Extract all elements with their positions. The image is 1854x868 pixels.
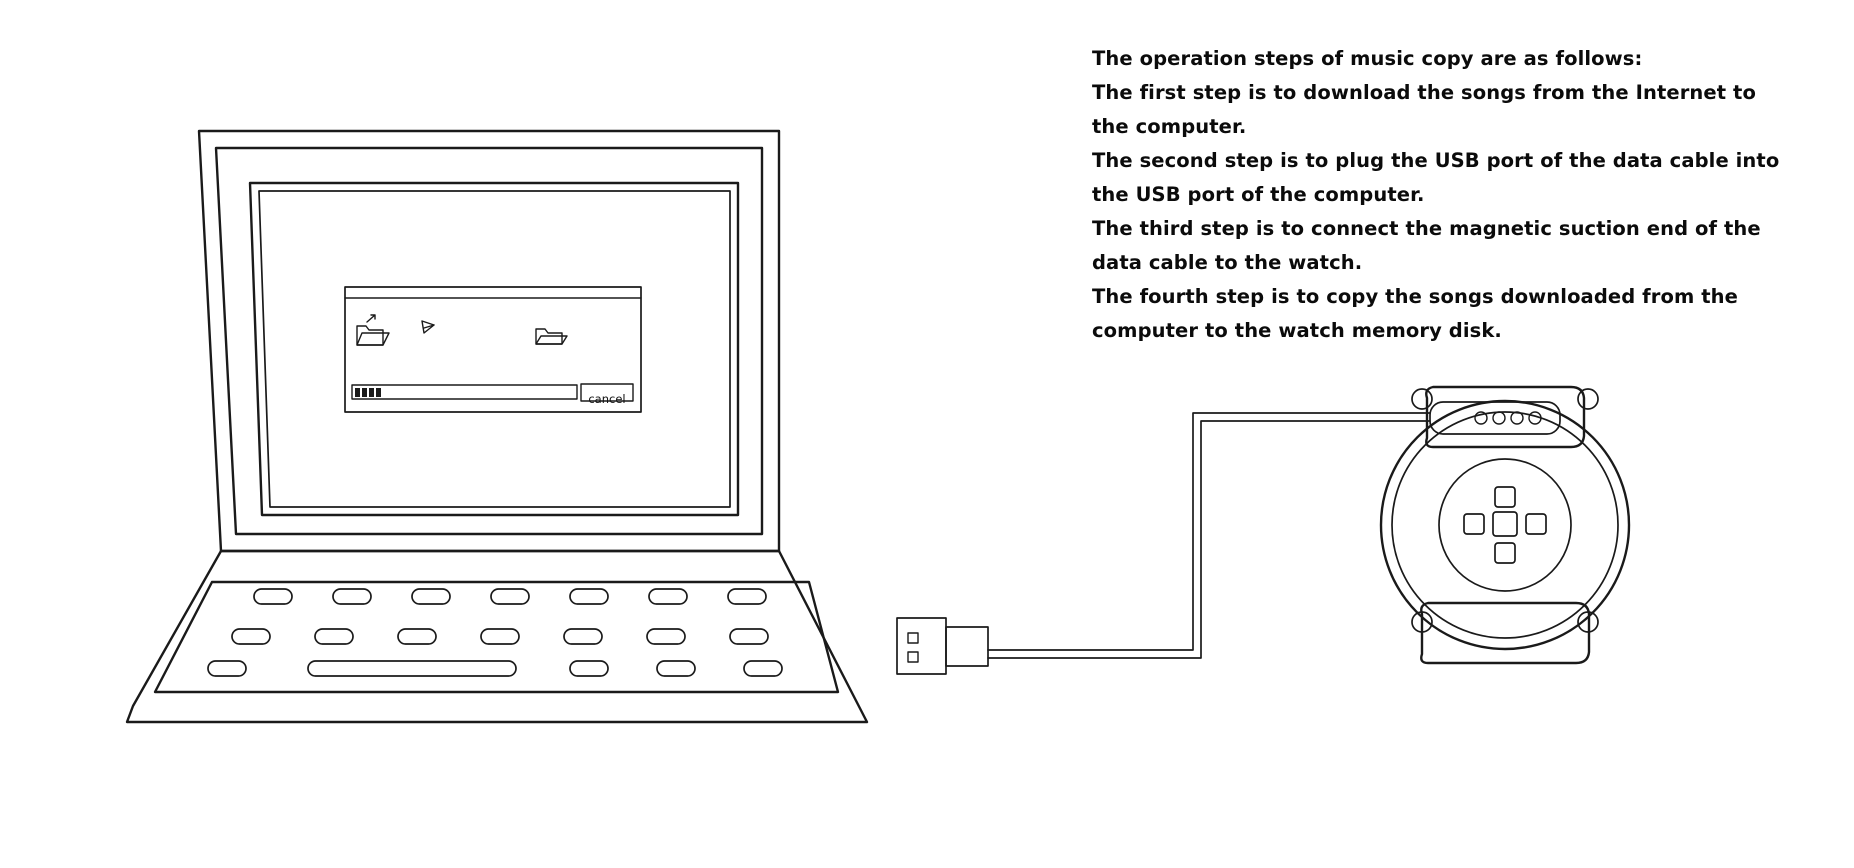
- sensor-pad-bottom: [1495, 543, 1515, 563]
- lug-screw: [1412, 389, 1432, 409]
- lug-screw: [1578, 389, 1598, 409]
- sensor-pad-center: [1493, 512, 1517, 536]
- keyboard-key[interactable]: [315, 629, 353, 644]
- keyboard-key[interactable]: [398, 629, 436, 644]
- watch-sensor-dome: [1439, 459, 1571, 591]
- keyboard-key[interactable]: [730, 629, 768, 644]
- progress-bar-fill: [355, 388, 381, 397]
- keyboard-key[interactable]: [657, 661, 695, 676]
- keyboard-key[interactable]: [208, 661, 246, 676]
- file-transfer-folder-icon: [357, 315, 389, 345]
- instruction-line-2: The first step is to download the songs from the Internet to the computer.: [1092, 81, 1756, 138]
- keyboard-key[interactable]: [491, 589, 529, 604]
- usb-contact: [908, 652, 918, 662]
- progress-bar-track: [352, 385, 577, 399]
- dialog-cancel-button-label[interactable]: cancel: [588, 392, 626, 406]
- laptop-illustration: [127, 131, 867, 722]
- sensor-pad-top: [1495, 487, 1515, 507]
- laptop-lid-outer: [199, 131, 779, 551]
- dialog-cancel-button[interactable]: [581, 384, 633, 401]
- keyboard-key[interactable]: [744, 661, 782, 676]
- cable-wire-lower: [988, 421, 1430, 658]
- watch-case-outer: [1381, 401, 1629, 649]
- folder-icon: [536, 329, 567, 344]
- cable-wire-upper: [988, 413, 1430, 650]
- keyboard-spacebar[interactable]: [308, 661, 516, 676]
- instruction-line-1: The operation steps of music copy are as follows:: [1092, 47, 1643, 70]
- keyboard-key[interactable]: [570, 661, 608, 676]
- sensor-pad-right: [1526, 514, 1546, 534]
- sensor-pad-left: [1464, 514, 1484, 534]
- keyboard-key[interactable]: [649, 589, 687, 604]
- laptop-screen-area: [259, 191, 730, 507]
- charging-pin: [1493, 412, 1505, 424]
- keyboard-row-2: [232, 629, 768, 644]
- keyboard-key[interactable]: [333, 589, 371, 604]
- instruction-line-4: The third step is to connect the magnetic suction end of the data cable to the watch.: [1092, 217, 1761, 274]
- keyboard-key[interactable]: [570, 589, 608, 604]
- usb-data-cable: [897, 402, 1560, 674]
- laptop-lid-inner-frame: [216, 148, 762, 534]
- keyboard-key[interactable]: [647, 629, 685, 644]
- usb-connector-collar: [946, 627, 988, 666]
- instructions-block: [1092, 42, 1792, 348]
- keyboard-key[interactable]: [232, 629, 270, 644]
- keyboard-row-1: [254, 589, 766, 604]
- keyboard-key[interactable]: [412, 589, 450, 604]
- keyboard-key[interactable]: [564, 629, 602, 644]
- keyboard-key[interactable]: [254, 589, 292, 604]
- usb-contact: [908, 633, 918, 643]
- instruction-line-3: The second step is to plug the USB port of the data cable into the USB port of the computer.: [1092, 149, 1780, 206]
- keyboard-key[interactable]: [481, 629, 519, 644]
- dialog-window: [345, 287, 641, 412]
- laptop-screen-bezel: [250, 183, 738, 515]
- keyboard-key[interactable]: [728, 589, 766, 604]
- keyboard-row-3: [208, 661, 782, 676]
- smartwatch-illustration: [1381, 387, 1629, 663]
- paper-plane-icon: [422, 321, 434, 333]
- instruction-line-5: The fourth step is to copy the songs downloaded from the computer to the watch memory disk.: [1092, 285, 1738, 342]
- usb-connector-shell: [897, 618, 946, 674]
- laptop-base: [127, 551, 867, 722]
- file-copy-dialog: [345, 287, 641, 412]
